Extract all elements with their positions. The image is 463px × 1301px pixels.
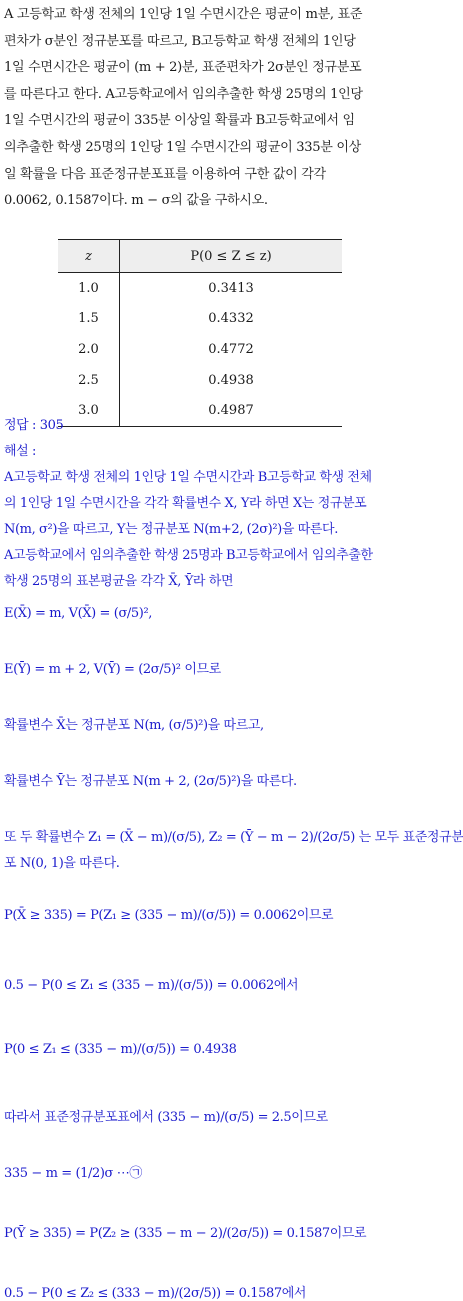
equation-table-lookup: 따라서 표준정규분포표에서 (335 − m)/(σ/5) = 2.5이므로 bbox=[4, 1110, 328, 1125]
table-cell-p: 0.4987 bbox=[120, 395, 342, 426]
question-line: 를 따른다고 한다. A고등학교에서 임의추출한 학생 25명의 1인당 bbox=[4, 86, 363, 102]
explain-label: 해설 : bbox=[4, 444, 37, 459]
question-line: 0.0062, 0.1587이다. m − σ의 값을 구하시오. bbox=[4, 193, 268, 209]
standard-normal-table bbox=[58, 239, 342, 427]
question-line: 1일 수면시간은 평균이 (m + 2)분, 표준편차가 2σ분인 정규분포 bbox=[4, 60, 362, 76]
table-cell-p: 0.4938 bbox=[208, 372, 254, 388]
table-row bbox=[58, 334, 342, 365]
equation-prob-y: P(Ȳ ≥ 335) = P(Z₂ ≥ (335 − m − 2)/(2σ/5)) = 0.1587이므로 bbox=[4, 1226, 367, 1241]
equation-distribution-y: 확률변수 Ȳ는 정규분포 N(m + 2, (2σ/5)²)을 따른다. bbox=[4, 774, 297, 789]
solution-line: N(m, σ²)을 따르고, Y는 정규분포 N(m+2, (2σ)²)을 따른다. bbox=[4, 522, 338, 537]
question-text bbox=[4, 2, 398, 215]
equation-prob-y-step: 0.5 − P(0 ≤ Z₂ ≤ (333 − m)/(2σ/5)) = 0.1587에서 bbox=[4, 1286, 307, 1301]
table-cell-p: 0.4332 bbox=[208, 311, 254, 327]
table-header-prob: P(0 ≤ Z ≤ z) bbox=[120, 240, 342, 273]
solution-line: 의 1인당 1일 수면시간을 각각 확률변수 X, Y라 하면 X는 정규분포 bbox=[4, 496, 367, 511]
equation-prob-x-result: P(0 ≤ Z₁ ≤ (335 − m)/(σ/5)) = 0.4938 bbox=[4, 1042, 237, 1057]
table-row bbox=[58, 273, 342, 304]
equation-prob-x: P(X̄ ≥ 335) = P(Z₁ ≥ (335 − m)/(σ/5)) = 0.0062이므로 bbox=[4, 908, 334, 923]
equation-standardize-cont: 포 N(0, 1)을 따른다. bbox=[4, 856, 120, 871]
equation-prob-x-step: 0.5 − P(0 ≤ Z₁ ≤ (335 − m)/(σ/5)) = 0.0062에서 bbox=[4, 978, 299, 993]
table-cell-z: 1.0 bbox=[58, 273, 120, 304]
table-cell-p: 0.4772 bbox=[208, 341, 254, 357]
solution-line: 학생 25명의 표본평균을 각각 X̄, Ȳ라 하면 bbox=[4, 574, 234, 589]
solution-line: A고등학교에서 임의추출한 학생 25명과 B고등학교에서 임의추출한 bbox=[4, 548, 373, 563]
equation-distribution-x: 확률변수 X̄는 정규분포 N(m, (σ/5)²)을 따르고, bbox=[4, 718, 264, 733]
equation-expectation-y: E(Ȳ) = m + 2, V(Ȳ) = (2σ/5)² 이므로 bbox=[4, 662, 221, 677]
table-row bbox=[58, 365, 342, 396]
question-line: 의추출한 학생 25명의 1인당 1일 수면시간의 평균이 335분 이상 bbox=[4, 139, 361, 155]
answer-line: 정답 : 305 bbox=[4, 418, 64, 433]
table-row bbox=[58, 395, 342, 426]
table-cell-z: 2.0 bbox=[58, 334, 120, 365]
equation-result-1: 335 − m = (1/2)σ ⋯㉠ bbox=[4, 1166, 142, 1181]
equation-standardize: 또 두 확률변수 Z₁ = (X̄ − m)/(σ/5), Z₂ = (Ȳ − m − 2)/(2σ/5) 는 모두 표준정규분 bbox=[4, 830, 463, 845]
table-cell-z: 1.5 bbox=[58, 304, 120, 335]
table-cell-z: 3.0 bbox=[58, 395, 120, 426]
solution-line: A고등학교 학생 전체의 1인당 1일 수면시간과 B고등학교 학생 전체 bbox=[4, 470, 372, 485]
equation-expectation-x: E(X̄) = m, V(X̄) = (σ/5)², bbox=[4, 606, 152, 621]
table-header-z: z bbox=[58, 240, 120, 273]
question-line: A 고등학교 학생 전체의 1인당 1일 수면시간은 평균이 m분, 표준 bbox=[4, 7, 363, 22]
table-row bbox=[58, 304, 342, 335]
table-cell-p: 0.3413 bbox=[208, 280, 254, 296]
question-line: 1일 수면시간의 평균이 335분 이상일 확률과 B고등학교에서 임 bbox=[4, 113, 355, 129]
table-cell-z: 2.5 bbox=[58, 365, 120, 396]
question-line: 일 확률을 다음 표준정규분포표를 이용하여 구한 값이 각각 bbox=[4, 166, 326, 182]
question-line: 편차가 σ분인 정규분포를 따르고, B고등학교 학생 전체의 1인당 bbox=[4, 33, 356, 49]
